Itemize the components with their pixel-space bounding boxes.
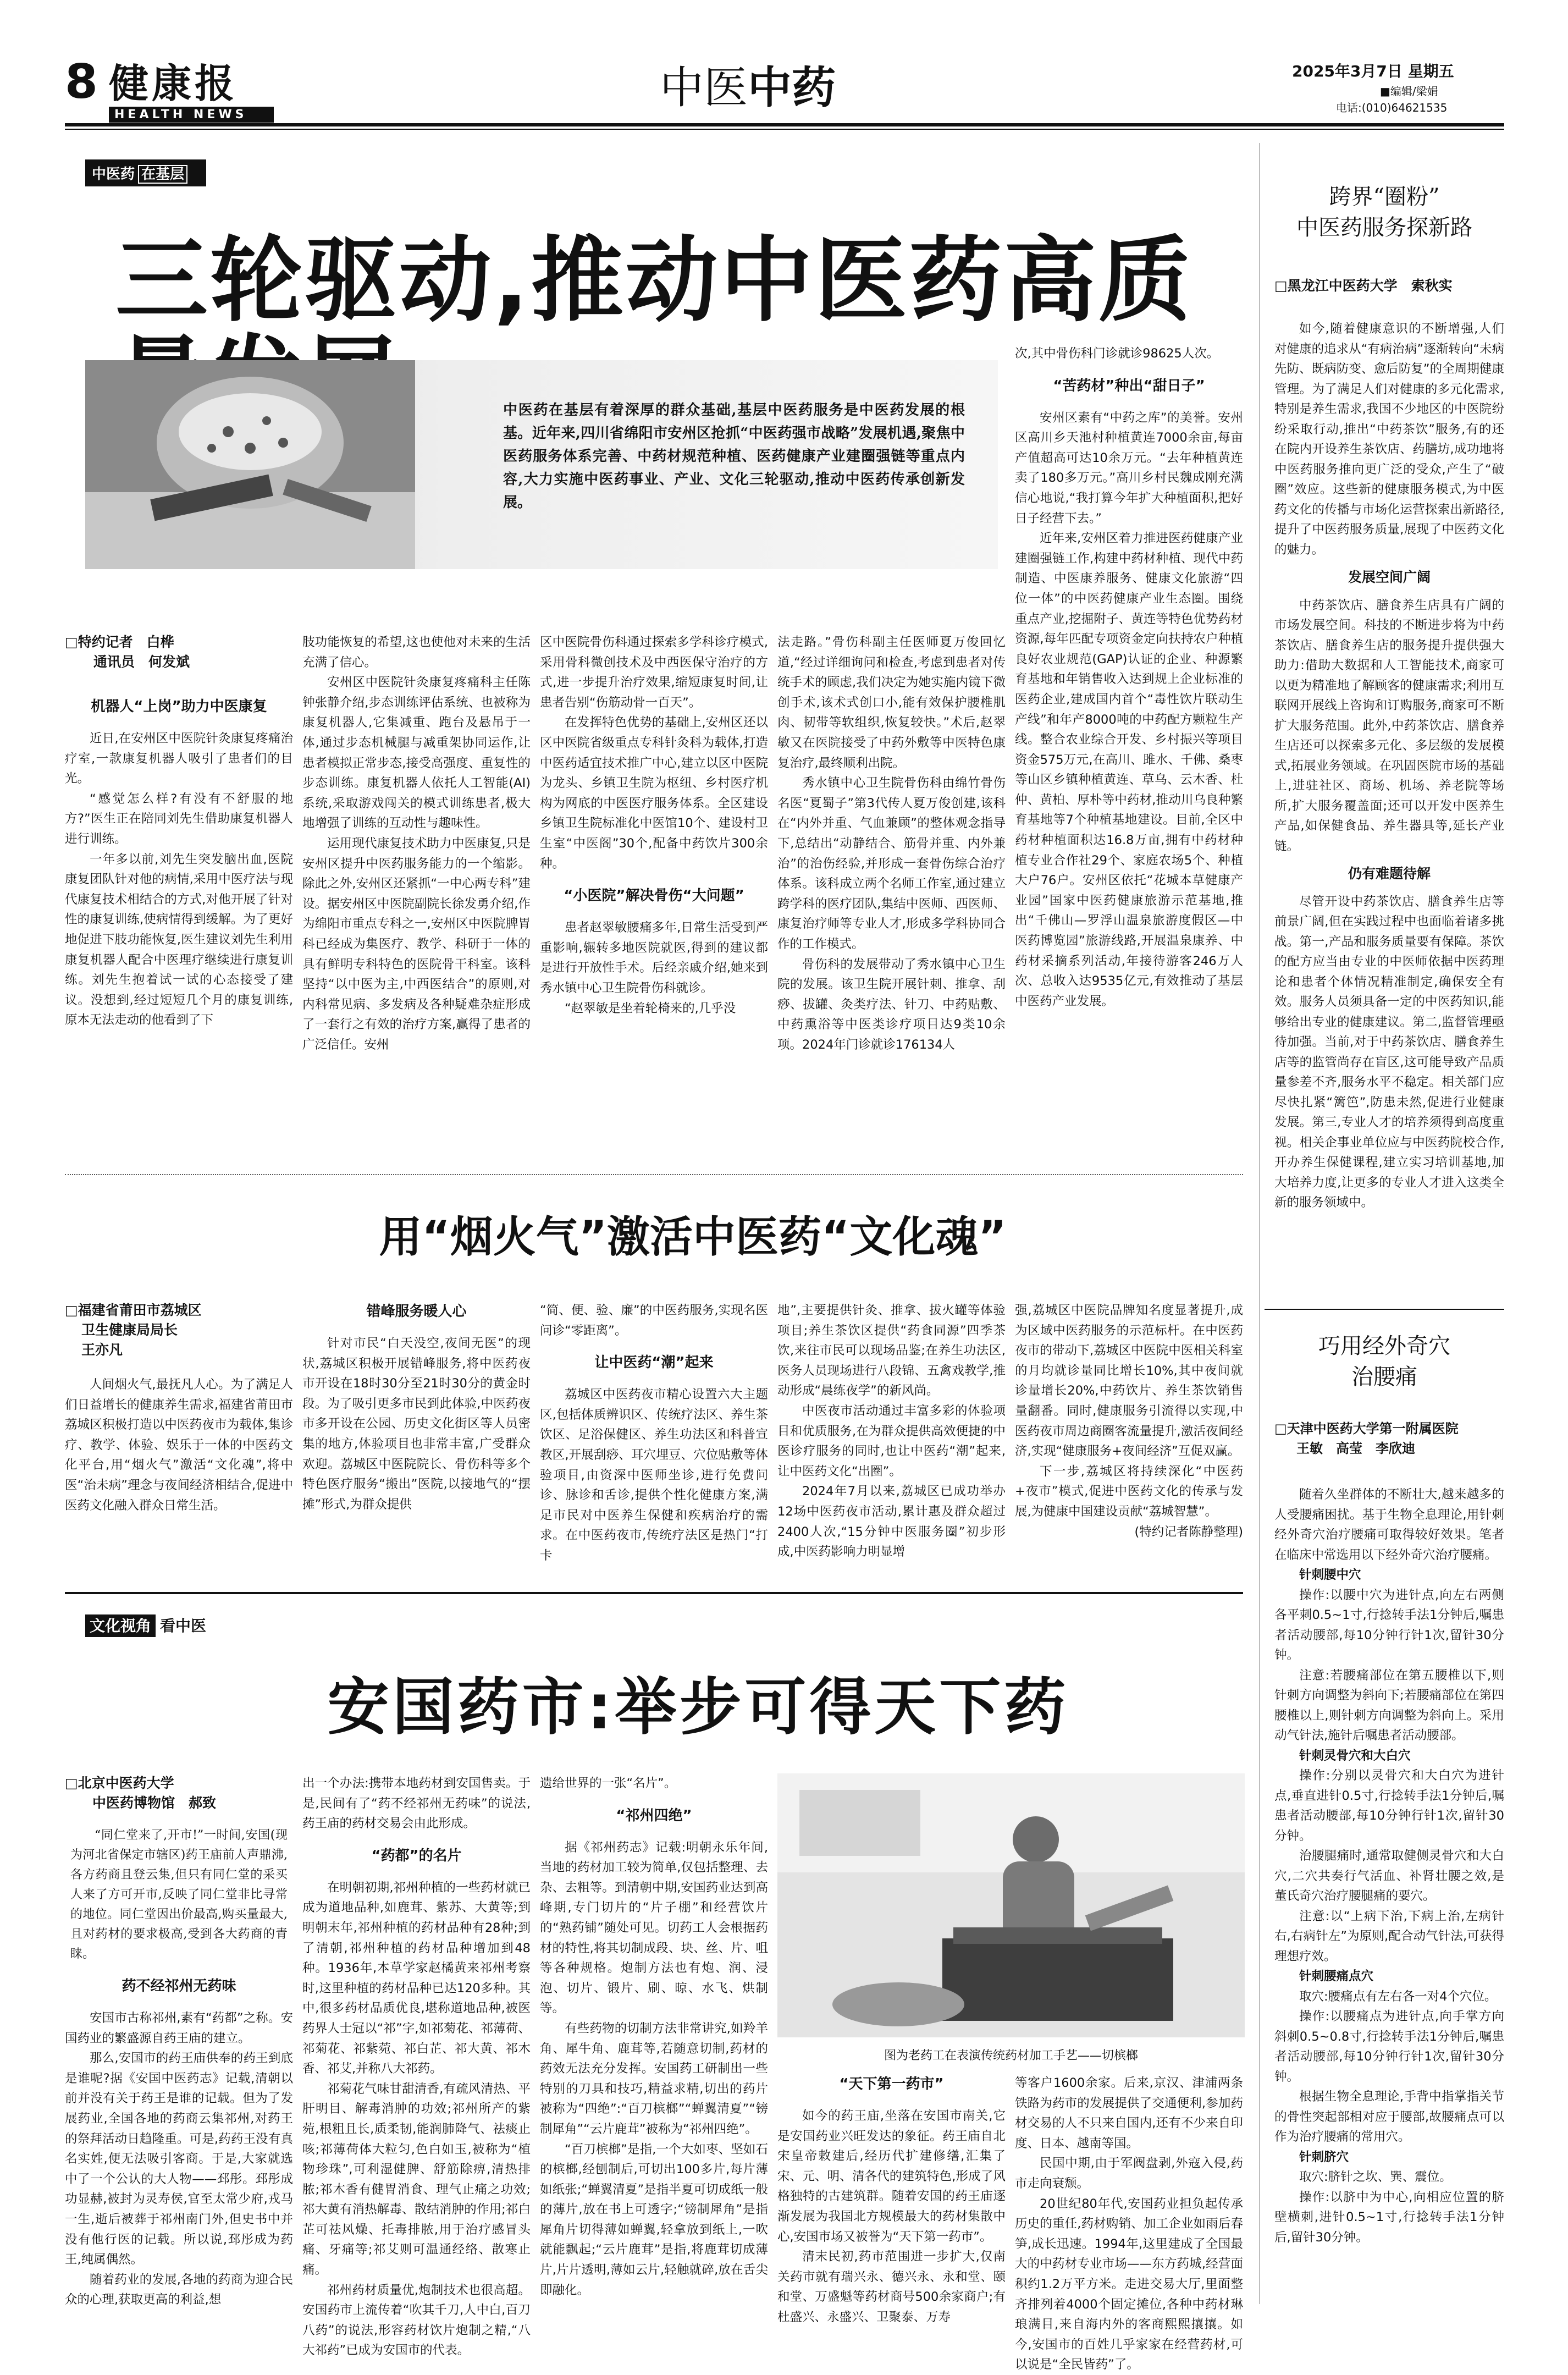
tag-label-outline: 在基层: [138, 165, 187, 184]
paragraph: 注意:以“上病下治,下病上治,左病针右,右病针左”为原则,配合动气针法,可获得理想疗效。: [1274, 1909, 1504, 1964]
section-title: [660, 62, 836, 114]
paragraph: 中医夜市活动通过丰富多彩的体验项目和优质服务,在为群众提供高效便捷的中医诊疗服务的同时,也让中医药“潮”起来,让中医药文化“出圈”。: [777, 1403, 1006, 1479]
editor-phone: 电话:(010)64621535: [1336, 101, 1448, 114]
sidebar-divider-h: [1265, 1309, 1504, 1310]
subhead: 让中医药“潮”起来: [594, 1354, 714, 1371]
sidebar-2-author: [1274, 1419, 1504, 1458]
photo-caption: 图为老药工在表演传统药材加工手艺——切槟榔: [884, 2049, 1138, 2063]
issue-date: 2025年3月7日 星期五: [1292, 62, 1454, 80]
paragraph: 下一步,荔城区将持续深化“中医药+夜市”模式,促进中医药文化的传承与发展,为健康中国建设贡献“荔城智慧”。: [1015, 1464, 1243, 1519]
paragraph: 等客户1600余家。后来,京汉、津浦两条铁路为药市的发展提供了交通便利,参加药材交易的人不只来自国内,还有不少来自印度、日本、越南等国。: [1015, 2076, 1243, 2151]
paragraph: 20世纪80年代,安国药业担负起传承历史的重任,药材购销、加工企业如雨后春笋,成长迅速。1994年,这里建成了全国最大的中药材专业市场——东方药城,经营面积约1.2万平方米。走进交易大厅,里面整齐排列着4000个固定摊位,各种中药材琳琅满目,来自海内外的客商熙熙攘攘。如今,安国市的百姓几乎家家在经营药材,可以说是“全民皆药”了。: [1015, 2196, 1243, 2372]
paragraph: 如今,随着健康意识的不断增强,人们对健康的追求从“有病治病”逐渐转向“未病先防、既病防变、愈后防复”的全周期健康管理。为了满足人们对健康的多元化需求,特别是养生需求,我国不少地区的中医院纷纷采取行动,推出“中药茶饮”服务,有的还在院内开设养生茶饮店、药膳坊,成功地将中医药服务推向更广泛的受众,产生了“破圈”效应。这些新的健康服务模式,为中医药文化的传播与市场化运营探索出新路径,提升了中医药服务质量,展现了中医药文化的魅力。: [1274, 322, 1504, 557]
subhead: 仍有难题待解: [1348, 866, 1431, 881]
section-title-light: 中医: [660, 62, 748, 113]
article-3-title: 安国药市:举步可得天下药: [327, 1672, 1069, 1743]
a1-column-1: [65, 696, 293, 1160]
paragraph: 操作:以脐中为中心,向相应位置的脐壁横刺,进针0.5~1寸,行捻转手法1分钟后,留针30分钟。: [1274, 2190, 1504, 2245]
paragraph: 2024年7月以来,荔城区已成功举办12场中医药夜市活动,累计惠及群众超过2400人次,“15分钟中医服务圈”初步形成,中医药影响力明显增: [777, 1484, 1006, 1560]
a2-column-3: [540, 1301, 768, 1578]
tag-label: 看中医: [160, 1617, 207, 1635]
paragraph: 随着药业的发展,各地的药商为迎合民众的心理,获取更高的利益,想: [65, 2272, 293, 2307]
a3-column-5: [1015, 2073, 1243, 2372]
section-title-bold: 中药: [748, 62, 836, 113]
a3-column-2: [302, 1773, 531, 2358]
a1-column-2: [302, 632, 531, 1160]
paragraph: 中药茶饮店、膳食养生店具有广阔的市场发展空间。科技的不断进步将为中药茶饮店、膳食养生店的服务提升提供强大助力:借助大数据和人工智能技术,商家可以更为精准地了解顾客的健康需求;利用互联网开展线上咨询和订购服务,商家可不断扩大服务范围。此外,中药茶饮店、膳食养生店还可以探索多元化、多层级的发展模式,拓展业务领域。在巩固医院市场的基础上,进驻社区、商场、机场、养老院等场所,扩大服务覆盖面;还可以开发中医养生产品,如保健食品、养生器具等,延长产业链。: [1274, 598, 1504, 853]
poem-text: “同仁堂来了,开市!”一时间,安国(现为河北省保定市辖区)药王庙前人声鼎沸,各方药商且登云集,但只有同仁堂的采买人来了方可开市,反映了同仁堂非比寻常的地位。同仁堂因出价最高,购买量最大,且对药材的要求极高,受到各大药商的青睐。: [70, 1828, 288, 1961]
paragraph: 如今的药王庙,坐落在安国市南关,它是安国药业兴旺发达的象征。药王庙自北宋皇帝敕建后,经历代扩建修缮,汇集了宋、元、明、清各代的建筑特色,形成了风格独特的古建筑群。随着安国的药王庙逐渐发展为我国北方规模最大的药材集散中心,安国市场又被誉为“天下第一药市”。: [777, 2109, 1006, 2244]
a2-column-1: [65, 1375, 293, 1578]
a3-column-4: [777, 2073, 1006, 2324]
a1-column-3: [540, 632, 768, 1160]
sidebar-title-line: 治腰痛: [1351, 1364, 1417, 1390]
paragraph: 民国中期,由于军阀盘剥,外寇入侵,药市走向衰颓。: [1015, 2156, 1243, 2191]
subhead: 机器人“上岗”助力中医康复: [91, 698, 267, 715]
author-line: □福建省莆田市荔城区: [65, 1302, 202, 1318]
paragraph: 随着久坐群体的不断壮大,越来越多的人受腰痛困扰。基于生物全息理论,用针刺经外奇穴治疗腰痛可取得较好效果。笔者在临床中常选用以下经外奇穴治疗腰痛。: [1274, 1487, 1504, 1562]
paragraph: “百刀槟榔”是指,一个大如枣、坚如石的槟榔,经刨制后,可切出100多片,每片薄如纸张;“蝉翼清夏”是指半夏可切成纸一般的薄片,放在书上可透字;“镑制犀角”是指犀角片切得薄如蝉翼,轻拿放到纸上,一吹就能飘起;“云片鹿茸”是指,将鹿茸切成薄片,片片透明,薄如云片,轻触就碎,放在舌尖即融化。: [540, 2142, 768, 2297]
a2-column-5: [1015, 1301, 1243, 1578]
paragraph: 那么,安国市的药王庙供奉的药王到底是谁呢?据《安国中医药志》记载,清朝以前并没有关于药王是谁的记载。但为了发展药业,全国各地的药商云集祁州,对药王的祭拜活动日趋隆重。可是,药药王没有真名实姓,便无法吸引客商。于是,大家就选中了一个公认的大人物——邳彤。邳彤成功显赫,被封为灵寿侯,官至太常少府,戎马一生,逝后被葬于祁州南门外,但史书中并没有他行医的记载。所以说,邳彤成为药王,纯属偶然。: [65, 2051, 293, 2267]
paragraph: 法走路。”骨伤科副主任医师夏万俊回忆道,“经过详细询问和检查,考虑到患者对传统手术的顾虑,我们决定为她实施内镜下微创手术,该术式创口小,能有效保护腰椎肌肉、韧带等软组织,恢复较快。”术后,赵翠敏又在医院接受了中药外敷等中医特色康复治疗,最终顺利出院。: [777, 635, 1006, 770]
a2-author: [65, 1301, 293, 1360]
page-number: 8: [65, 54, 98, 109]
author-line: □北京中医药大学: [65, 1775, 174, 1791]
paragraph: 运用现代康复技术助力中医康复,只是安州区提升中医药服务能力的一个缩影。除此之外,安州区还紧抓“一中心两专科”建设。据安州区中医院副院长徐发勇介绍,作为绵阳市重点专科之一,安州区中医院脾胃科已经成为集医疗、教学、科研于一体的具有鲜明专科特色的医院骨干科室。该科坚持“以中医为主,中西医结合”的原则,对内科常见病、多发病及各种疑难杂症形成了一套行之有效的治疗方案,赢得了患者的广泛信任。安州: [302, 836, 531, 1052]
paragraph: 注意:若腰痛部位在第五腰椎以下,则针刺方向调整为斜向下;若腰痛部位在第四腰椎以上,则针刺方向调整为斜向上。采用动气针法,施针后嘱患者活动腰部。: [1274, 1668, 1504, 1743]
sidebar-2-title: [1265, 1331, 1504, 1392]
paragraph: 取穴:脐针之坎、巽、震位。: [1299, 2170, 1452, 2184]
paragraph: 强,荔城区中医院品牌知名度显著提升,成为区域中医药服务的示范标杆。在中医药夜市的带动下,荔城区中医院中医相关科室的月均就诊量同比增长10%,其中夜间就诊量增长20%,中药饮片、养生茶饮销售量翻番。同时,健康服务引流得以实现,中医药夜市周边商圈客流量提升,激活夜间经济,实现“健康服务+夜间经济”互促双赢。: [1015, 1303, 1243, 1459]
paragraph: 取穴:腰痛点有左右各一对4个穴位。: [1299, 1989, 1497, 2004]
author-line: 王亦凡: [81, 1342, 123, 1358]
paragraph: “感觉怎么样?有没有不舒服的地方?”医生正在陪同刘先生借助康复机器人进行训练。: [65, 791, 293, 846]
lead-text: 中医药在基层有着深厚的群众基础,基层中医药服务是中医药发展的根基。近年来,四川省绵阳市安州区抢抓“中医药强市战略”发展机遇,聚焦中医药服务体系完善、中药材规范种植、医药健康产业建圈强链等重点内容,大力实施中医药事业、产业、文化三轮驱动,推动中医药传承创新发展。: [503, 402, 965, 511]
subhead: 针刺脐穴: [1299, 2150, 1349, 2164]
tag-label-outline: 文化视角: [85, 1614, 156, 1637]
paragraph: 近日,在安州区中医院针灸康复疼痛治疗室,一款康复机器人吸引了患者们的目光。: [65, 731, 293, 786]
sidebar-1-title: [1265, 181, 1504, 243]
paragraph: 祁菊花气味甘甜清香,有疏风清热、平肝明目、解毒消肿的功效;祁州所产的紫菀,根粗且长,质柔韧,能润肺降气、祛痰止咳;祁薄荷体大粒匀,色白如玉,被称为“植物珍珠”,可利湿健脾、舒筋除痹,清热排脓;祁木香有健胃消食、理气止痛之功效;祁大黄有消热解毒、散结消肿的作用;祁白芷可祛风燥、托毒排脓,用于治疗感冒头痛、牙痛等;祁艾则可温通经络、散寒止痛。: [302, 2081, 531, 2278]
subhead: 发展空间广阔: [1348, 569, 1431, 585]
paragraph: 安州区中医院针灸康复疼痛科主任陈钟张静介绍,步态训练评估系统、也被称为康复机器人,它集减重、跑台及悬吊于一体,通过步态机械腿与减重架协同运作,让患者模拟正常步态,接受高强度、重复性的步态训练。康复机器人依托人工智能(AI)系统,采取游戏闯关的模式训练患者,极大地增强了训练的互动性与趣味性。: [302, 675, 531, 831]
author-line: 中医药博物馆 郝致: [92, 1795, 217, 1811]
paragraph: 遗给世界的一张“名片”。: [540, 1776, 677, 1790]
subhead: “药都”的名片: [371, 1847, 462, 1864]
article-1-title: 三轮驱动,推动中医药高质: [115, 227, 1193, 334]
paragraph: 治腰腿痛时,通常取健侧灵骨穴和大白穴,二穴共奏行气活血、补肾壮腰之效,是董氏奇穴治疗腰腿痛的要穴。: [1274, 1849, 1504, 1903]
paragraph: 尽管开设中药茶饮店、膳食养生店等前景广阔,但在实践过程中也面临着诸多挑战。第一,产品和服务质量要有保障。茶饮的配方应当由专业的中医师依据中医药理论和患者个体情况精准制定,确保安全有效。服务人员须具备一定的中医药知识,能够给出专业的健康建议。第二,监督管理亟待加强。当前,对于中药茶饮店、膳食养生店等的监管尚存在盲区,这可能导致产品质量参差不齐,服务水平不稳定。相关部门应尽快扎紧“篱笆”,防患未然,促进行业健康发展。第三,专业人才的培养须得到高度重视。相关企事业单位应与中医药院校合作,开办养生保健课程,建立实习培训基地,加大培养力度,让更多的专业人才进入这类全新的服务领域中。: [1274, 894, 1504, 1210]
paragraph: 根据生物全息理论,手背中指掌指关节的骨性突起部相对应于腰部,故腰痛点可以作为治疗腰痛的常用穴。: [1274, 2090, 1504, 2144]
author-line: 王敏 高莹 李欣迪: [1296, 1441, 1415, 1456]
paragraph: 安国市古称祁州,素有“药都”之称。安国药业的繁盛源自药王庙的建立。: [65, 2011, 293, 2046]
lead-box: [85, 360, 998, 569]
a2-column-4: [777, 1301, 1006, 1578]
paragraph: 有些药物的切制方法非常讲究,如羚羊角、犀牛角、鹿茸等,若随意切制,药材的药效无法充分发挥。安国药工研制出一些特别的刀具和技巧,精益求精,切出的药片被称为“四绝”:“百刀槟榔”“蝉翼清夏”“镑制犀角”“云片鹿茸”被称为“祁州四绝”。: [540, 2021, 768, 2136]
divider-solid: [65, 1592, 1243, 1594]
header-rule-thin: [65, 129, 1504, 130]
sidebar-title-line: 巧用经外奇穴: [1318, 1333, 1450, 1359]
a3-author: [65, 1773, 293, 1813]
author-line: □特约记者 白桦: [65, 634, 174, 650]
paragraph: 荔城区中医药夜市精心设置六大主题区,包括体质辨识区、传统疗法区、养生茶饮区、足浴保健区、养生功法区和科普宣教区,开展刮痧、耳穴埋豆、穴位贴敷等体验项目,由资深中医师坐诊,进行免费问诊、脉诊和舌诊,提供个性化健康方案,满足市民对中医养生保健和疾病治疗的需求。在中医药夜市,传统疗法区是热门“打卡: [540, 1387, 768, 1563]
paragraph: 在明朝初期,祁州种植的一些药材就已成为道地品种,如鹿茸、紫苏、大黄等;到明朝末年,祁州种植的药材品种有28种;到了清朝,祁州种植的药材品种增加到48种。1936年,本草学家赵橘黄来祁州考察时,这里种植的药材品种已达120多种。其中,很多药材品质优良,堪称道地品种,被医药界人士冠以“祁”字,如祁菊花、祁薄荷、祁菊花、祁紫菀、祁白芷、祁大黄、祁木香、祁艾,并称八大祁药。: [302, 1880, 531, 2076]
sidebar-title-line: 中医药服务探新路: [1296, 215, 1472, 240]
masthead-en: HEALTH NEWS: [109, 107, 274, 123]
paragraph: 患者赵翠敏腰痛多年,日常生活受到严重影响,辗转多地医院就医,得到的建议都是进行开放性手术。后经亲戚介绍,她来到秀水镇中心卫生院骨伤科就诊。: [540, 921, 768, 995]
sidebar-1-body: [1274, 319, 1504, 1292]
herbalist-photo: [777, 1773, 1245, 2065]
subhead: 药不经祁州无药味: [122, 1978, 236, 1994]
paragraph: 骨伤科的发展带动了秀水镇中心卫生院的发展。该卫生院开展针刺、推拿、刮痧、拔罐、灸类疗法、针刀、中药贴敷、中药熏浴等中医类诊疗项目达9类10余项。2024年门诊就诊176134人: [777, 957, 1006, 1052]
paragraph: 在发挥特色优势的基础上,安州区还以区中医院省级重点专科针灸科为载体,打造中医药适宜技术推广中心,建立以区中医院为龙头、乡镇卫生院为枢纽、乡村医疗机构为网底的中医医疗服务体系。全区建设乡镇卫生院标准化中医馆10个、建设村卫生室“中医阁”30个,配备中药饮片300余种。: [540, 715, 768, 871]
paragraph: 操作:分别以灵骨穴和大白穴为进针点,垂直进针0.5寸,行捻转手法1分钟后,嘱患者活动腰部,每10分钟行针1次,留针30分钟。: [1274, 1768, 1504, 1843]
a3-column-3: [540, 1773, 768, 2304]
a1-column-5: [1015, 344, 1243, 1160]
paragraph: 出一个办法:携带本地药材到安国售卖。于是,民间有了“药不经祁州无药味”的说法,药王庙的药材交易会由此形成。: [302, 1776, 531, 1831]
sidebar-divider: [1259, 143, 1260, 2304]
a3-column-1: [65, 1826, 293, 2307]
sidebar-1-author: □黑龙江中医药大学 索秋实: [1274, 278, 1453, 294]
paragraph: 祁州药材质量优,炮制技术也很高超。安国药市上流传着“吹其千刀,人中白,百刀八药”的说法,形容药材饮片炮制之精,“八大祁药”已成为安国市的代表。: [302, 2283, 531, 2358]
subhead: 错峰服务暖人心: [366, 1303, 467, 1320]
a2-column-2: [302, 1301, 531, 1578]
paragraph: 次,其中骨伤科门诊就诊98625人次。: [1015, 346, 1219, 361]
editor-info: ■编辑/梁娟: [1380, 85, 1438, 98]
herbalist-photo-image: [777, 1773, 1245, 2037]
subhead: 针刺腰中穴: [1299, 1568, 1361, 1582]
divider: [65, 1174, 1243, 1175]
reporter-credit: (特约记者陈静整理): [1134, 1524, 1243, 1539]
masthead-name: 健康报: [109, 60, 238, 107]
subhead: “苦药材”种出“甜日子”: [1053, 377, 1205, 394]
a1-author: [65, 632, 274, 672]
sidebar-2-body: [1274, 1485, 1504, 2304]
paragraph: 肢功能恢复的希望,这也使他对未来的生活充满了信心。: [302, 635, 531, 670]
article-2-title: 用“烟火气”激活中医药“文化魂”: [379, 1213, 1007, 1262]
paragraph: 操作:以腰中穴为进针点,向左右两侧各平刺0.5~1寸,行捻转手法1分钟后,嘱患者活动腰部,每10分钟行针1次,留针30分钟。: [1274, 1588, 1504, 1662]
paragraph: 人间烟火气,最抚凡人心。为了满足人们日益增长的健康养生需求,福建省莆田市荔城区积极打造以中医药夜市为载体,集诊疗、教学、体验、娱乐于一体的中医药文化平台,用“烟火气”激活“文化魂”,将中医“治未病”理念与夜间经济相结合,促进中医药文化融入群众日常生活。: [65, 1377, 293, 1513]
paragraph: 一年多以前,刘先生突发脑出血,医院康复团队针对他的病情,采用中医疗法与现代康复技术相结合的方式,对他开展了针对性的康复训练,使病情得到缓解。为了更好地促进下肢功能恢复,医生建议刘先生利用康复机器人配合中医理疗继续进行康复训练。刘先生抱着试一试的心态接受了建议。没想到,经过短短几个月的康复训练,原本无法走动的他看到了下: [65, 852, 293, 1028]
paragraph: 近年来,安州区着力推进医药健康产业建圈强链工作,构建中药材种植、现代中药制造、中医康养服务、健康文化旅游“四位一体”的中医药健康产业生态圈。围绕重点产业,挖掘附子、黄连等特色优势药材资源,每年匹配专项资金定向扶持农户种植良好农业规范(GAP)认证的企业、种源繁育基地和年销售收入达到规上企业标准的医药企业,建成国内首个“毒性饮片联动生产线”和年产8000吨的中药配方颗粒生产线。整合农业综合开发、乡村振兴等项目资金575万元,在高川、雎水、千佛、桑枣等山区乡镇种植黄连、草乌、云木香、杜仲、黄柏、厚朴等中药材,推动川乌良种繁育基地等7个种植基地建设。目前,全区中药材种植面积达16.8万亩,拥有中药材种植专业合作社29个、家庭农场5个、种植大户76户。安州区依托“花城本草健康产业园”国家中医药健康旅游示范基地,推出“千佛山—罗浮山温泉旅游度假区—中医药博览园”旅游线路,开展温泉康养、中药材采摘系列活动,年接待游客246万人次、总收入达9535亿元,有效推动了基层中医药产业发展。: [1015, 531, 1243, 1009]
masthead-logo: [109, 60, 285, 123]
paragraph: 区中医院骨伤科通过探索多学科诊疗模式,采用骨科微创技术及中西医保守治疗的方式,进一步提升治疗效果,缩短康复时间,让患者告别“伤筋动骨一百天”。: [540, 635, 768, 710]
paragraph: 地”,主要提供针灸、推拿、拔火罐等体验项目;养生茶饮区提供“药食同源”四季茶饮,来往市民可以现场品鉴;在养生功法区,医务人员现场进行八段锦、五禽戏教学,推动形成“晨练夜学”的新风尚。: [777, 1303, 1006, 1398]
sidebar-title-line: 跨界“圈粉”: [1329, 184, 1440, 210]
author-line: 通讯员 何发斌: [93, 654, 190, 670]
paragraph: 秀水镇中心卫生院骨伤科由绵竹骨伤名医“夏蜀子”第3代传人夏万俊创建,该科在“内外并重、气血兼顾”的整体观念指导下,总结出“动静结合、筋骨并重、内外兼治”的治伤经验,并形成一套骨伤综合治疗体系。该科成立两个名师工作室,通过建立跨学科的医疗团队,集结中医师、西医师、康复治疗师等专业人才,形成多学科协同合作的工作模式。: [777, 776, 1006, 951]
subhead: “小医院”解决骨伤“大问题”: [564, 888, 744, 905]
header-rule: [65, 123, 1504, 126]
subhead: 针刺腰痛点穴: [1299, 1969, 1374, 1983]
herb-processing-photo: [85, 360, 415, 569]
section-tag-a1: [85, 159, 206, 186]
paragraph: 安州区素有“中药之库”的美誉。安州区高川乡天池村种植黄连7000余亩,每亩产值超高可达10余万元。“去年种植黄连卖了180多万元。”高川乡村民魏成刚充满信心地说,“我打算今年扩大种植面积,把好日子经营下去。”: [1015, 410, 1243, 526]
paragraph: 操作:以腰痛点为进针点,向手掌方向斜刺0.5~0.8寸,行捻转手法1分钟后,嘱患者活动腰部,每10分钟行针1次,留针30分钟。: [1274, 2009, 1504, 2084]
paragraph: 据《祁州药志》记载:明朝永乐年间,当地的药材加工较为简单,仅包括整理、去杂、去粗等。到清朝中期,安国药业达到高峰期,专门切片的“片子棚”和经营饮片的“熟药铺”随处可见。切药工人会根据药材的特性,将其切制成段、块、丝、片、咀等各种规格。炮制方法也有炮、润、浸泡、切片、锻片、刷、晾、水飞、烘制等。: [540, 1840, 768, 2016]
paragraph: 针对市民“白天没空,夜间无医”的现状,荔城区积极开展错峰服务,将中医药夜市开设在18时30分至21时30分的黄金时段。为了吸引更多市民到此体验,中医药夜市多开设在公园、历史文化街区等人员密集的地方,体验项目也非常丰富,广受群众欢迎。荔城区中医院院长、骨伤科等多个特色医疗服务“搬出”医院,以接地气的“摆摊”形式,为群众提供: [302, 1336, 531, 1512]
section-tag-a3: [85, 1614, 206, 1636]
author-line: 卫生健康局局长: [81, 1322, 178, 1338]
subhead: “天下第一药市”: [839, 2076, 944, 2092]
a1-column-4: [777, 632, 1006, 1160]
paragraph: “赵翠敏是坐着轮椅来的,几乎没: [565, 1001, 736, 1016]
subhead: “祁州四绝”: [616, 1807, 692, 1824]
paragraph: “简、便、验、廉”的中医药服务,实现名医问诊“零距离”。: [540, 1303, 768, 1338]
paragraph: 清末民初,药市范围进一步扩大,仅南关药市就有瑞兴永、德兴永、永和堂、颐和堂、万盛魁等药材商号500余家商户;有杜盛兴、永盛兴、卫聚泰、万寿: [777, 2250, 1006, 2324]
author-line: □天津中医药大学第一附属医院: [1274, 1421, 1459, 1436]
subhead: 针刺灵骨穴和大白穴: [1299, 1748, 1411, 1763]
tag-label: 中医药: [92, 166, 135, 183]
